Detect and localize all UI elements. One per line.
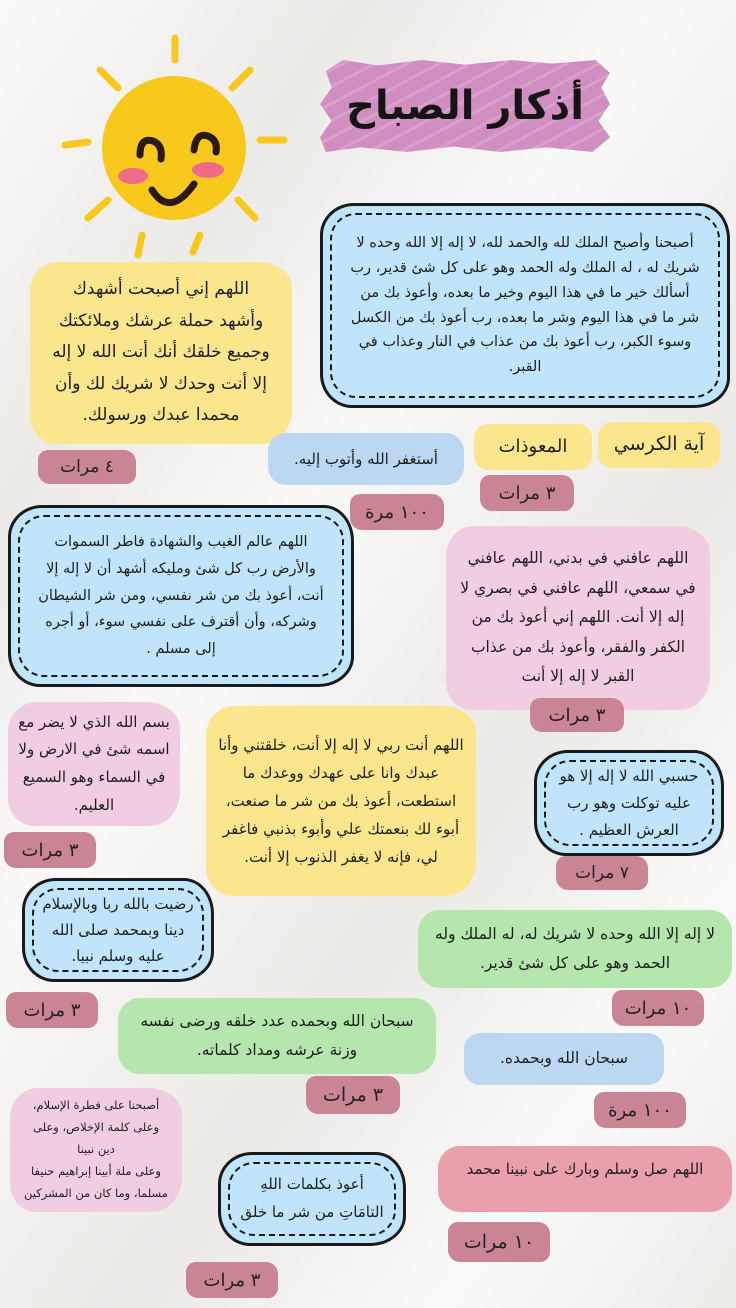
dhikr-line: وعلى كلمة الإخلاص، وعلى: [32, 1120, 160, 1135]
count-badge-subhan-adad: ٣ مرات: [306, 1076, 400, 1114]
count-badge-tahlil: ١٠ مرات: [612, 990, 704, 1026]
dhikr-card-fitra: [10, 1088, 182, 1212]
dhikr-text: اللهم عالم الغيب والشهادة فاطر السموات والأرض رب كل شئ ومليكه أشهد أن لا إله إلا أنت، أعوذ بك من شر نفسي، ومن شر الشيطان وشركه، وأن أقترف على نفسي سوء، أو أجره إلى مسلم .: [38, 533, 324, 658]
count-badge-ashhaduk: ٤ مرات: [38, 450, 136, 484]
dhikr-card-ayat-kursi: [598, 422, 720, 468]
dhikr-text: أصبحنا وأصبح الملك لله والحمد لله، لا إله إلا الله وحده لا شريك له ، له الملك وله الحمد وهو على كل شئ قدير، رب أسألك خير ما في هذا اليوم وخير ما بعده، وأعوذ بك من شر ما في هذا اليوم وشر ما بعده، رب أعوذ بك من الكسل وسوء الكبر، رب أعوذ بك من عذاب في النار وعذاب في القبر.: [350, 234, 700, 376]
dhikr-line: وعلى ملة أبينا إبراهيم حنيفا: [31, 1163, 161, 1178]
smiling-sun-icon: [60, 30, 290, 260]
count-badge-subhan: ١٠٠ مرة: [594, 1092, 686, 1128]
count-badge-raditu: ٣ مرات: [6, 992, 98, 1028]
dhikr-text: اللهم صل وسلم وبارك على نبينا محمد: [466, 1160, 704, 1178]
dhikr-text: بسم الله الذي لا يضر مع اسمه شئ في الارض ولا في السماء وهو السميع العليم.: [18, 712, 170, 814]
count-badge-muawwidhat: ٣ مرات: [480, 475, 574, 511]
dhikr-text: لا إله إلا الله وحده لا شريك له، له الملك وله الحمد وهو على كل شئ قدير.: [435, 925, 715, 972]
dhikr-card-raditu: [22, 878, 214, 982]
dhikr-card-alim-ghaib: [8, 505, 354, 687]
count-badge-hasbi: ٧ مرات: [556, 856, 648, 890]
page-title: أذكار الصباح: [346, 83, 584, 129]
dhikr-card-bismillah: [8, 702, 180, 826]
dhikr-text: المعوذات: [498, 436, 568, 458]
dhikr-card-asbahna-mulk: [320, 203, 730, 408]
dhikr-text: آية الكرسي: [613, 433, 705, 456]
dhikr-text: حسبي الله لا إله إلا هو عليه توكلت وهو رب العرش العظيم .: [559, 766, 699, 839]
count-badge-afini: ٣ مرات: [530, 698, 624, 732]
count-badge-istighfar: ١٠٠ مرة: [350, 494, 444, 530]
dhikr-text: سبحان الله وبحمده.: [499, 1049, 629, 1068]
dhikr-card-hasbi: [534, 750, 724, 856]
dhikr-text: رضيت بالله ربا وبالإسلام دينا وبمحمد صلى الله عليه وسلم نبيا.: [42, 894, 194, 966]
count-badge-kalimat: ٣ مرات: [186, 1262, 278, 1298]
dhikr-text: اللهم أنت ربي لا إله إلا أنت، خلقتني وأنا عبدك وانا على عهدك ووعدك ما استطعت، أعوذ بك من شر ما صنعت، أبوء لك بنعمتك علي وأبوء بذنبي فاغفر لي، فإنه لا يغفر الذنوب إلا أنت.: [218, 735, 464, 867]
count-badge-salawat: ١٠ مرات: [448, 1222, 550, 1262]
dhikr-card-istighfar: [268, 433, 464, 485]
dhikr-text: اللهم عافني في بدني، اللهم عافني في سمعي، اللهم عافني في بصري لا إله إلا أنت. اللهم إني أعوذ بك من الكفر والفقر، وأعوذ بك من عذاب القبر لا إله إلا أنت: [460, 549, 696, 686]
dhikr-line: دين نبينا: [77, 1142, 115, 1157]
dhikr-card-kalimat: [218, 1152, 406, 1246]
dhikr-line: أصبحنا على فطرة الإسلام،: [32, 1098, 160, 1113]
dhikr-card-subhan: [464, 1033, 664, 1085]
dhikr-card-salawat: [438, 1146, 732, 1212]
dhikr-text: سبحان الله وبحمده عدد خلقه ورضى نفسه وزنة عرشه ومداد كلماته.: [140, 1012, 414, 1059]
count-badge-bismillah: ٣ مرات: [4, 832, 96, 868]
dhikr-card-tahlil: [418, 910, 732, 988]
dhikr-card-subhan-adad: [118, 998, 436, 1074]
dhikr-card-muawwidhat: [474, 424, 592, 470]
dhikr-card-afini: [446, 526, 710, 710]
dhikr-text: أستغفر الله وأتوب إليه.: [294, 449, 438, 468]
dhikr-text: اللهم إني أصبحت أشهدك وأشهد حملة عرشك وملائكتك وجميع خلقك أنك أنت الله لا إله إلا أنت وحدك لا شريك لك وأن محمدا عبدك ورسولك.: [52, 279, 270, 426]
dhikr-line: مسلما، وما كان من المشركين: [24, 1185, 168, 1200]
dhikr-card-sayyid-istighfar: [206, 706, 476, 896]
dhikr-card-ashhaduk: [30, 262, 292, 444]
dhikr-text: أعوذ بكلمات اللهِ التامَاتِ من شر ما خلق: [240, 1175, 384, 1221]
